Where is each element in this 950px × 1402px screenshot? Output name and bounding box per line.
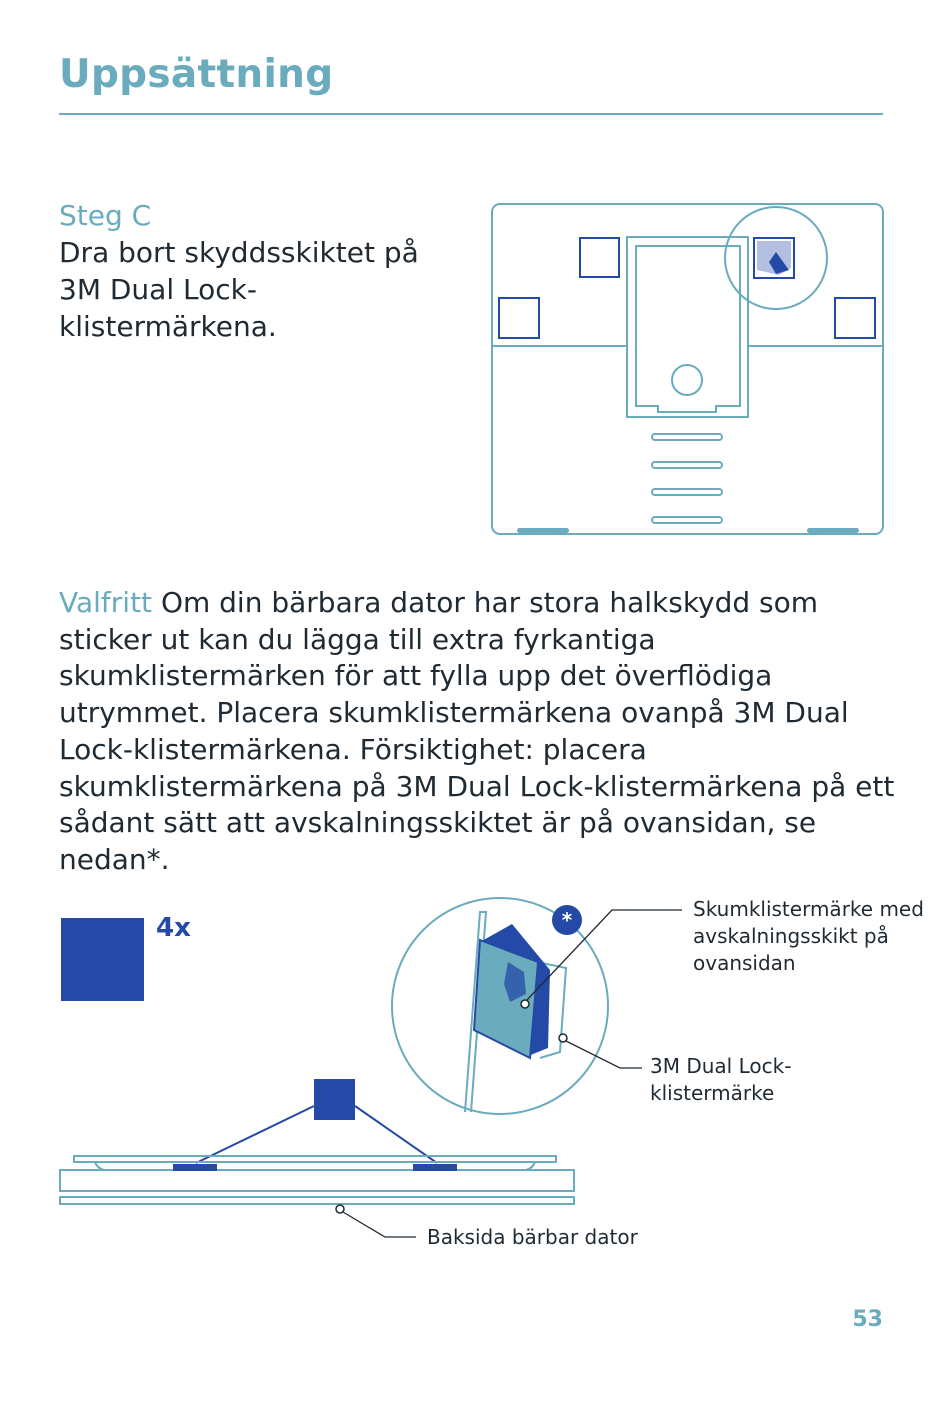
sticker-pointer-left bbox=[196, 1106, 314, 1163]
laptop-base-side bbox=[60, 1197, 574, 1204]
dual-lock-strip-left bbox=[173, 1164, 217, 1171]
step-instruction: Dra bort skyddsskiktet på 3M Dual Lock-klistermärkena. bbox=[59, 236, 419, 343]
laptop-body-side bbox=[60, 1170, 574, 1191]
optional-label: Valfritt bbox=[59, 586, 153, 619]
page-title: Uppsättning bbox=[59, 52, 334, 97]
asterisk-badge-text: * bbox=[561, 908, 573, 932]
foam-leader-line bbox=[527, 910, 682, 1000]
dual-lock-label: 3M Dual Lock-klistermärke bbox=[650, 1054, 792, 1105]
dual-lock-leader-dot bbox=[559, 1034, 567, 1042]
optional-text: Om din bärbara dator har stora halkskydd som sticker ut kan du lägga till extra fyrkantiga skumklistermärken för att fylla upp det överflödiga utrymmet. Placera skumklistermärkena ovanpå 3M Dual Lock-klistermärkena. Försiktighet: placera skumklistermärkena på 3M Dual Lock-klistermärkena på ett sådant sätt att avskalningsskiktet är på ovansidan, se nedan*. bbox=[59, 586, 895, 876]
laptop-back-label: Baksida bärbar dator bbox=[427, 1225, 638, 1249]
dual-lock-leader-line bbox=[566, 1041, 642, 1068]
sticker-pointer-right bbox=[355, 1106, 437, 1163]
foam-sticker-label: Skumklistermärke med avskalningsskikt på ovansidan bbox=[693, 897, 924, 975]
page-number: 53 bbox=[852, 1307, 883, 1332]
stand-plate-side bbox=[74, 1156, 556, 1162]
laptop-leader-line bbox=[343, 1212, 416, 1237]
laptop-leader-dot bbox=[336, 1205, 344, 1213]
sticker-quantity: 4x bbox=[156, 913, 191, 943]
stand-bumps bbox=[95, 1162, 535, 1170]
floating-foam-sticker bbox=[314, 1079, 355, 1120]
dual-lock-strip-right bbox=[413, 1164, 457, 1171]
step-label: Steg C bbox=[59, 199, 152, 232]
foam-leader-dot bbox=[521, 1000, 529, 1008]
